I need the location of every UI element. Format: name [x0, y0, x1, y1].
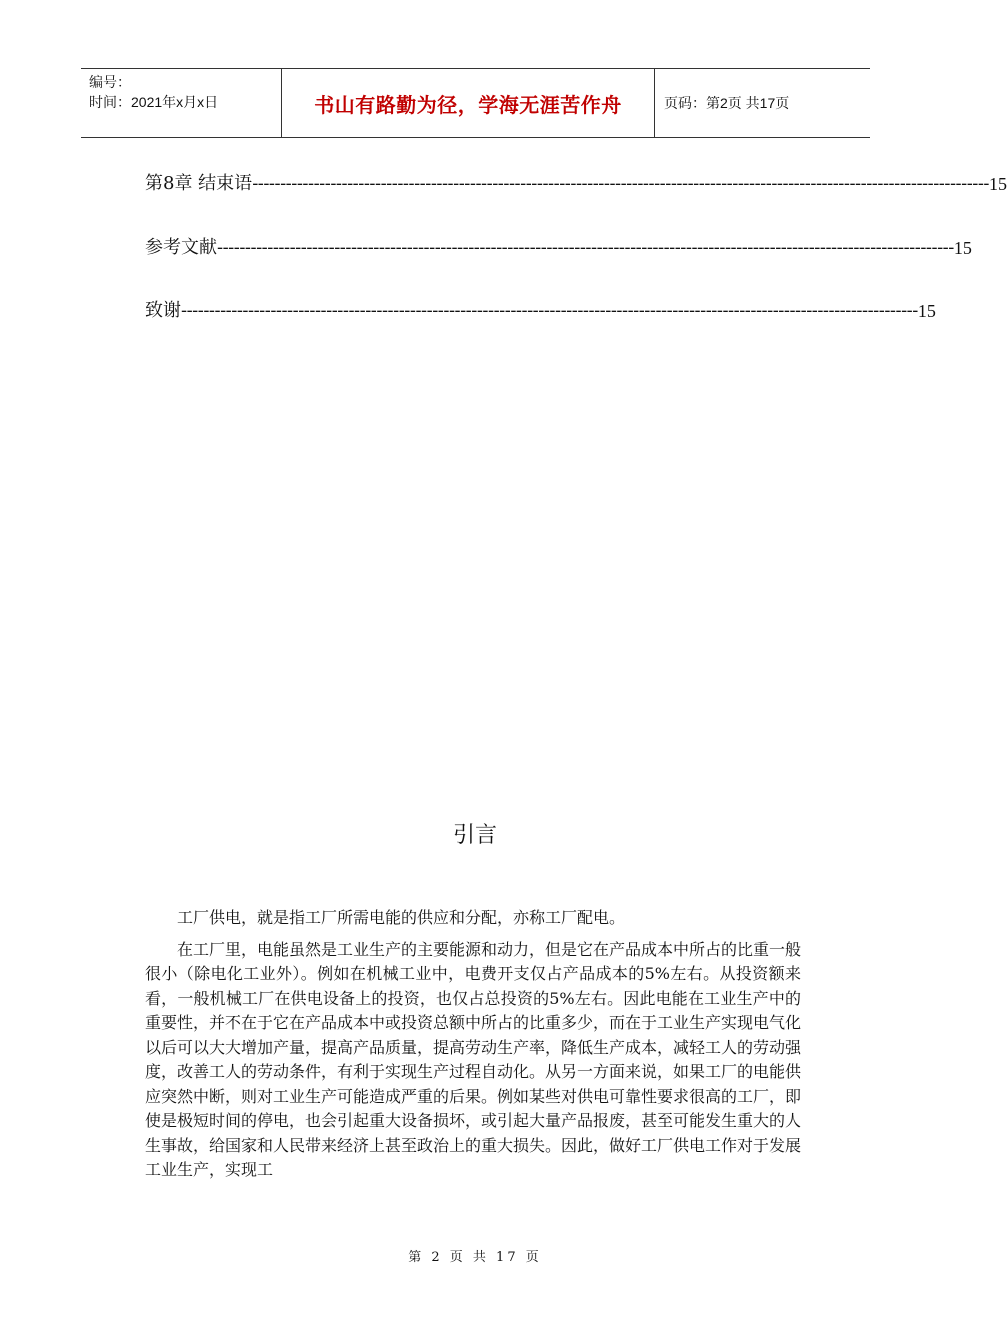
- toc-entry[interactable]: [145, 298, 936, 324]
- body-paragraph: 工厂供电，就是指工厂所需电能的供应和分配，亦称工厂配电。: [177, 908, 626, 927]
- page-footer: [0, 1246, 950, 1265]
- toc-entry-label: 参考文献: [145, 237, 217, 258]
- body-paragraph: 在工厂里，电能虽然是工业生产的主要能源和动力，但是它在产品成本中所占的比重一般很小（除电化工业外）。例如在机械工业中，电费开支仅占产品成本的5%左右。从投资额来看，一般机械工厂在供电设备上的投资，也仅占总投资的5%左右。因此电能在工业生产中的重要性，并不在于它在产品成本中或投资总额中所占的比重多少，而在于工业生产实现电气化以后可以大大增加产量，提高产品质量，提高劳动生产率，降低生产成本，减轻工人的劳动强度，改善工人的劳动条件，有利于实现生产过程自动化。从另一方面来说，如果工厂的电能供应突然中断，则对工业生产可能造成严重的后果。例如某些对供电可靠性要求很高的工厂，即使是极短时间的停电，也会引起重大设备损坏，或引起大量产品报废，甚至可能发生重大的人生事故，给国家和人民带来经济上甚至政治上的重大损失。因此，做好工厂供电工作对于发展工业生产，实现工: [145, 939, 802, 1179]
- toc-entry[interactable]: [145, 171, 1007, 197]
- toc-entry-label: 第8章 结束语: [145, 173, 253, 194]
- section-title: 引言: [452, 823, 497, 848]
- table-of-contents-entry-2: [145, 235, 972, 261]
- toc-entry[interactable]: [145, 235, 972, 261]
- header-meta-cell: [81, 69, 282, 137]
- toc-leader: ------------------------------------------------------------------------------------------------------------------------------------: [252, 173, 990, 194]
- page-header: [81, 68, 870, 138]
- footer-page-number: 第 2 页 共 17 页: [408, 1250, 542, 1265]
- toc-entry-page: 15: [989, 174, 1007, 194]
- toc-entry-label: 致谢: [145, 300, 181, 321]
- toc-entry-page: 15: [917, 301, 936, 321]
- table-of-contents-entry-3: [145, 298, 936, 324]
- table-of-contents: [145, 171, 1007, 197]
- toc-leader: ------------------------------------------------------------------------------------------------------------------------------------: [217, 237, 954, 258]
- document-number-label: 编号：: [89, 74, 131, 90]
- header-page-info: 页码：第2页 共17页: [664, 95, 790, 111]
- header-motto: 书山有路勤为径，学海无涯苦作舟: [282, 69, 655, 137]
- document-time-label: 时间：2021年x月x日: [89, 94, 219, 110]
- toc-entry-page: 15: [953, 238, 972, 258]
- section-body: [145, 906, 801, 1183]
- toc-leader: ------------------------------------------------------------------------------------------------------------------------------------: [181, 300, 918, 321]
